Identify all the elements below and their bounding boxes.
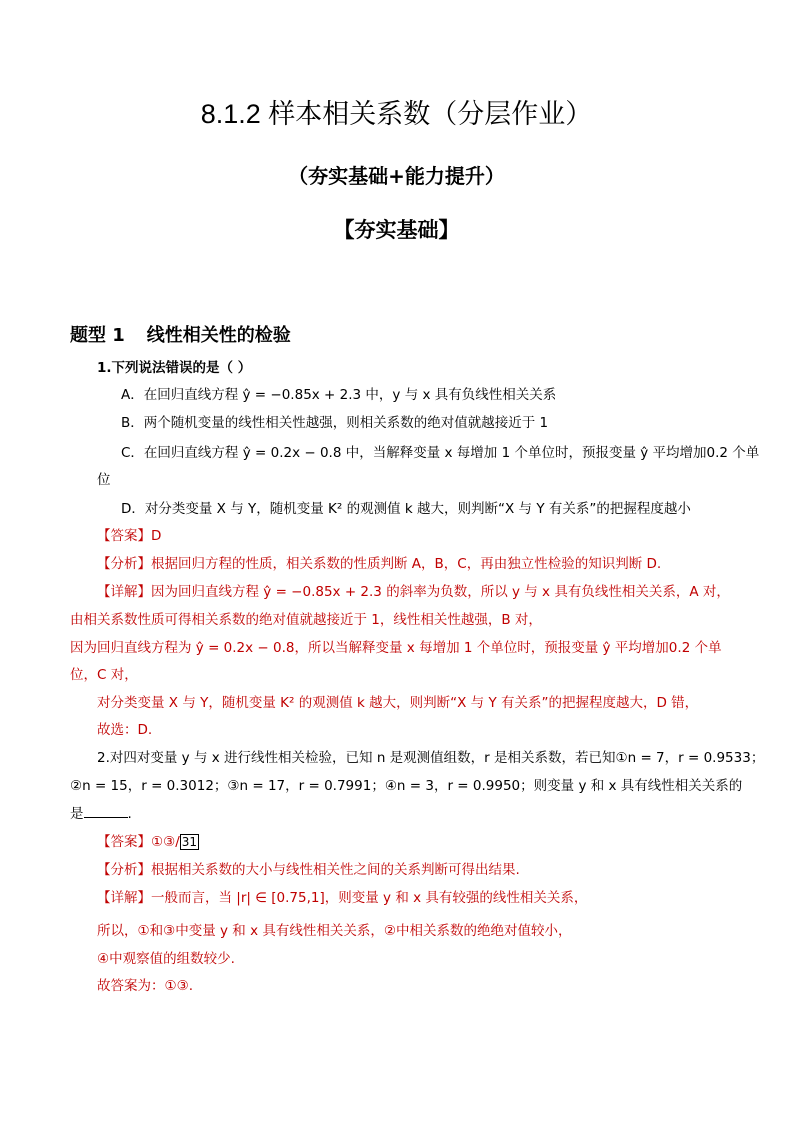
q2-analysis — [97, 860, 520, 880]
detail-text: 因为回归直线方程 ŷ = −0.85x + 2.3 的斜率为负数，所以 y 与 x 具有负线性相关关系，A 对， — [151, 584, 730, 600]
topic-name: 线性相关性的检验 — [146, 325, 291, 346]
q2-detail-line3: ④中观察值的组数较少. — [97, 951, 235, 967]
q2-stem-line1: 2.对四对变量 y 与 x 进行线性相关检验，已知 n 是观测值组数，r 是相关系数，若已知①n = 7，r = 0.9533； — [97, 750, 765, 766]
q2-answer — [97, 832, 199, 852]
q1-option-d: D．对分类变量 X 与 Y，随机变量 K² 的观测值 k 越大，则判断“X 与 Y 有关系”的把握程度越小 — [121, 501, 691, 517]
q1-analysis — [97, 554, 661, 574]
q2-detail-line2: 所以，①和③中变量 y 和 x 具有线性相关关系，②中相关系数的绝绝对值较小， — [97, 923, 572, 939]
q1-detail-line4: 位，C 对， — [70, 667, 138, 683]
q2-stem-text: 是 — [70, 806, 84, 822]
analysis-text: 根据相关系数的大小与线性相关性之间的关系判断可得出结果. — [151, 862, 520, 878]
q1-option-c-line2: 位 — [97, 472, 111, 488]
q1-detail-line2: 由相关系数性质可得相关系数的绝对值就越接近于 1，线性相关性越强，B 对， — [70, 612, 542, 628]
q1-detail-line3: 因为回归直线方程为 ŷ = 0.2x − 0.8，所以当解释变量 x 每增加 1 个单位时，预报变量 ŷ 平均增加0.2 个单 — [70, 640, 722, 656]
detail-tag: 【详解】 — [97, 890, 151, 906]
q1-detail-line5: 对分类变量 X 与 Y，随机变量 K² 的观测值 k 越大，则判断“X 与 Y 有关系”的把握程度越大，D 错， — [97, 695, 699, 711]
page-subtitle: （夯实基础+能力提升） — [288, 164, 505, 188]
answer-value: ①③/ — [151, 834, 180, 850]
topic-heading — [70, 321, 291, 347]
answer-blank — [84, 804, 128, 818]
answer-boxed-value: 31 — [181, 835, 198, 849]
section-heading: 【夯实基础】 — [333, 218, 460, 242]
detail-tag: 【详解】 — [97, 584, 151, 600]
q1-option-b: B．两个随机变量的线性相关性越强，则相关系数的绝对值就越接近于 1 — [121, 415, 549, 431]
q1-detail-line1 — [97, 582, 730, 602]
analysis-tag: 【分析】 — [97, 862, 151, 878]
q1-stem: 1.下列说法错误的是（ ） — [97, 360, 252, 376]
answer-value: D — [151, 528, 162, 544]
q2-stem-line3 — [70, 804, 132, 824]
q1-option-a: A．在回归直线方程 ŷ = −0.85x + 2.3 中，y 与 x 具有负线性相关关系 — [121, 387, 557, 403]
page-title: 8.1.2 样本相关系数（分层作业） — [200, 99, 593, 129]
q2-stem-end: . — [127, 806, 132, 822]
q1-option-c-line1: C．在回归直线方程 ŷ = 0.2x − 0.8 中，当解释变量 x 每增加 1 个单位时，预报变量 ŷ 平均增加0.2 个单 — [121, 445, 760, 461]
analysis-tag: 【分析】 — [97, 556, 151, 572]
q1-answer — [97, 526, 161, 546]
q2-detail-line1 — [97, 888, 587, 908]
topic-label: 题型 1 — [70, 325, 125, 346]
q2-stem-line2: ②n = 15，r = 0.3012；③n = 17，r = 0.7991；④n = 3，r = 0.9950；则变量 y 和 x 具有线性相关关系的 — [70, 778, 743, 794]
detail-text: 一般而言，当 |r| ∈ [0.75,1]，则变量 y 和 x 具有较强的线性相关关系， — [151, 890, 588, 906]
answer-tag: 【答案】 — [97, 834, 151, 850]
analysis-text: 根据回归方程的性质，相关系数的性质判断 A，B，C，再由独立性检验的知识判断 D. — [151, 556, 662, 572]
q2-detail-line4: 故答案为：①③. — [97, 978, 193, 994]
answer-tag: 【答案】 — [97, 528, 151, 544]
q1-detail-line6: 故选：D. — [97, 722, 153, 738]
